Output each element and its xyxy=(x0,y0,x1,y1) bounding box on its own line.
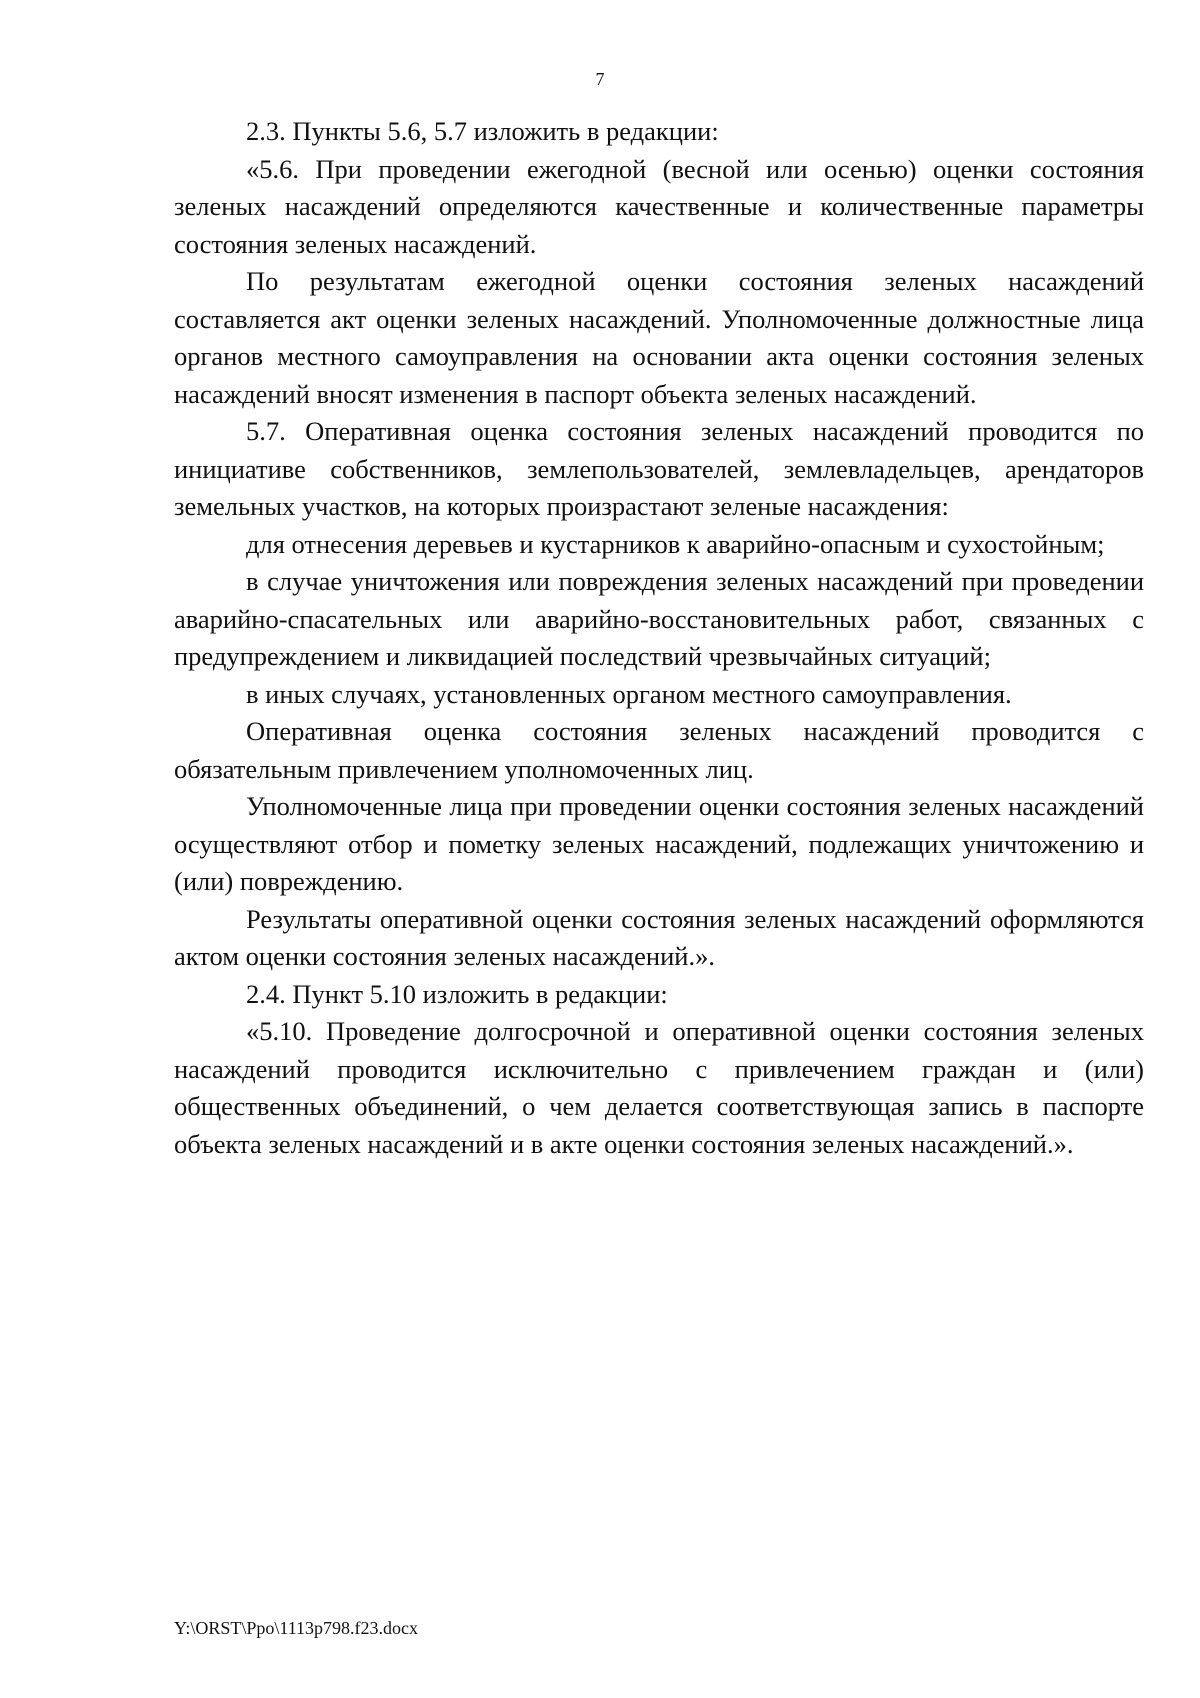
paragraph-operational-assessment: Оперативная оценка состояния зеленых насаждений проводится с обязательным привлечением уполномоченных лиц. xyxy=(174,716,1144,784)
paragraph-authorized-persons: Уполномоченные лица при проведении оценки состояния зеленых насаждений осуществляют отбор и пометку зеленых насаждений, подлежащих уничтожению и (или) повреждению. xyxy=(174,791,1144,896)
document-body xyxy=(174,113,1144,1163)
paragraph-5-10: «5.10. Проведение долгосрочной и оперативной оценки состояния зеленых насаждений проводится исключительно с привлечением граждан и (или) общественных объединений, о чем делается соответствующая запись в паспорте объекта зеленых насаждений и в акте оценки состояния зеленых насаждений.». xyxy=(174,1016,1144,1159)
paragraph-2-3-heading: 2.3. Пункты 5.6, 5.7 изложить в редакции: xyxy=(246,116,719,146)
paragraph-annual-assessment-results: По результатам ежегодной оценки состояния зеленых насаждений составляется акт оценки зеленых насаждений. Уполномоченные должностные лица органов местного самоуправления на основании акта оценки состояния зеленых насаждений вносят изменения в паспорт объекта зеленых насаждений. xyxy=(174,266,1144,409)
paragraph-case-emergency-trees: для отнесения деревьев и кустарников к аварийно-опасным и сухостойным; xyxy=(246,528,1105,559)
footer-file-path: Y:\ORST\Ppo\1113p798.f23.docx xyxy=(174,1618,419,1638)
paragraph-2-4-heading: 2.4. Пункт 5.10 изложить в редакции: xyxy=(246,978,668,1009)
paragraph-5-6: «5.6. При проведении ежегодной (весной или осенью) оценки состояния зеленых насаждений определяются качественные и количественные параметры состояния зеленых насаждений. xyxy=(174,153,1144,259)
paragraph-operational-results: Результаты оперативной оценки состояния зеленых насаждений оформляются актом оценки состояния зеленых насаждений.». xyxy=(174,903,1144,971)
paragraph-5-7: 5.7. Оперативная оценка состояния зеленых насаждений проводится по инициативе собственников, землепользователей, землевладельцев, арендаторов земельных участков, на которых произрастают зеленые насаждения: xyxy=(174,416,1144,521)
paragraph-case-other: в иных случаях, установленных органом местного самоуправления. xyxy=(246,678,1012,709)
paragraph-case-emergency-works: в случае уничтожения или повреждения зеленых насаждений при проведении аварийно-спасательных или аварийно-восстановительных работ, связанных с предупреждением и ликвидацией последствий чрезвычайных ситуаций; xyxy=(174,566,1144,671)
page-number: 7 xyxy=(595,69,605,89)
